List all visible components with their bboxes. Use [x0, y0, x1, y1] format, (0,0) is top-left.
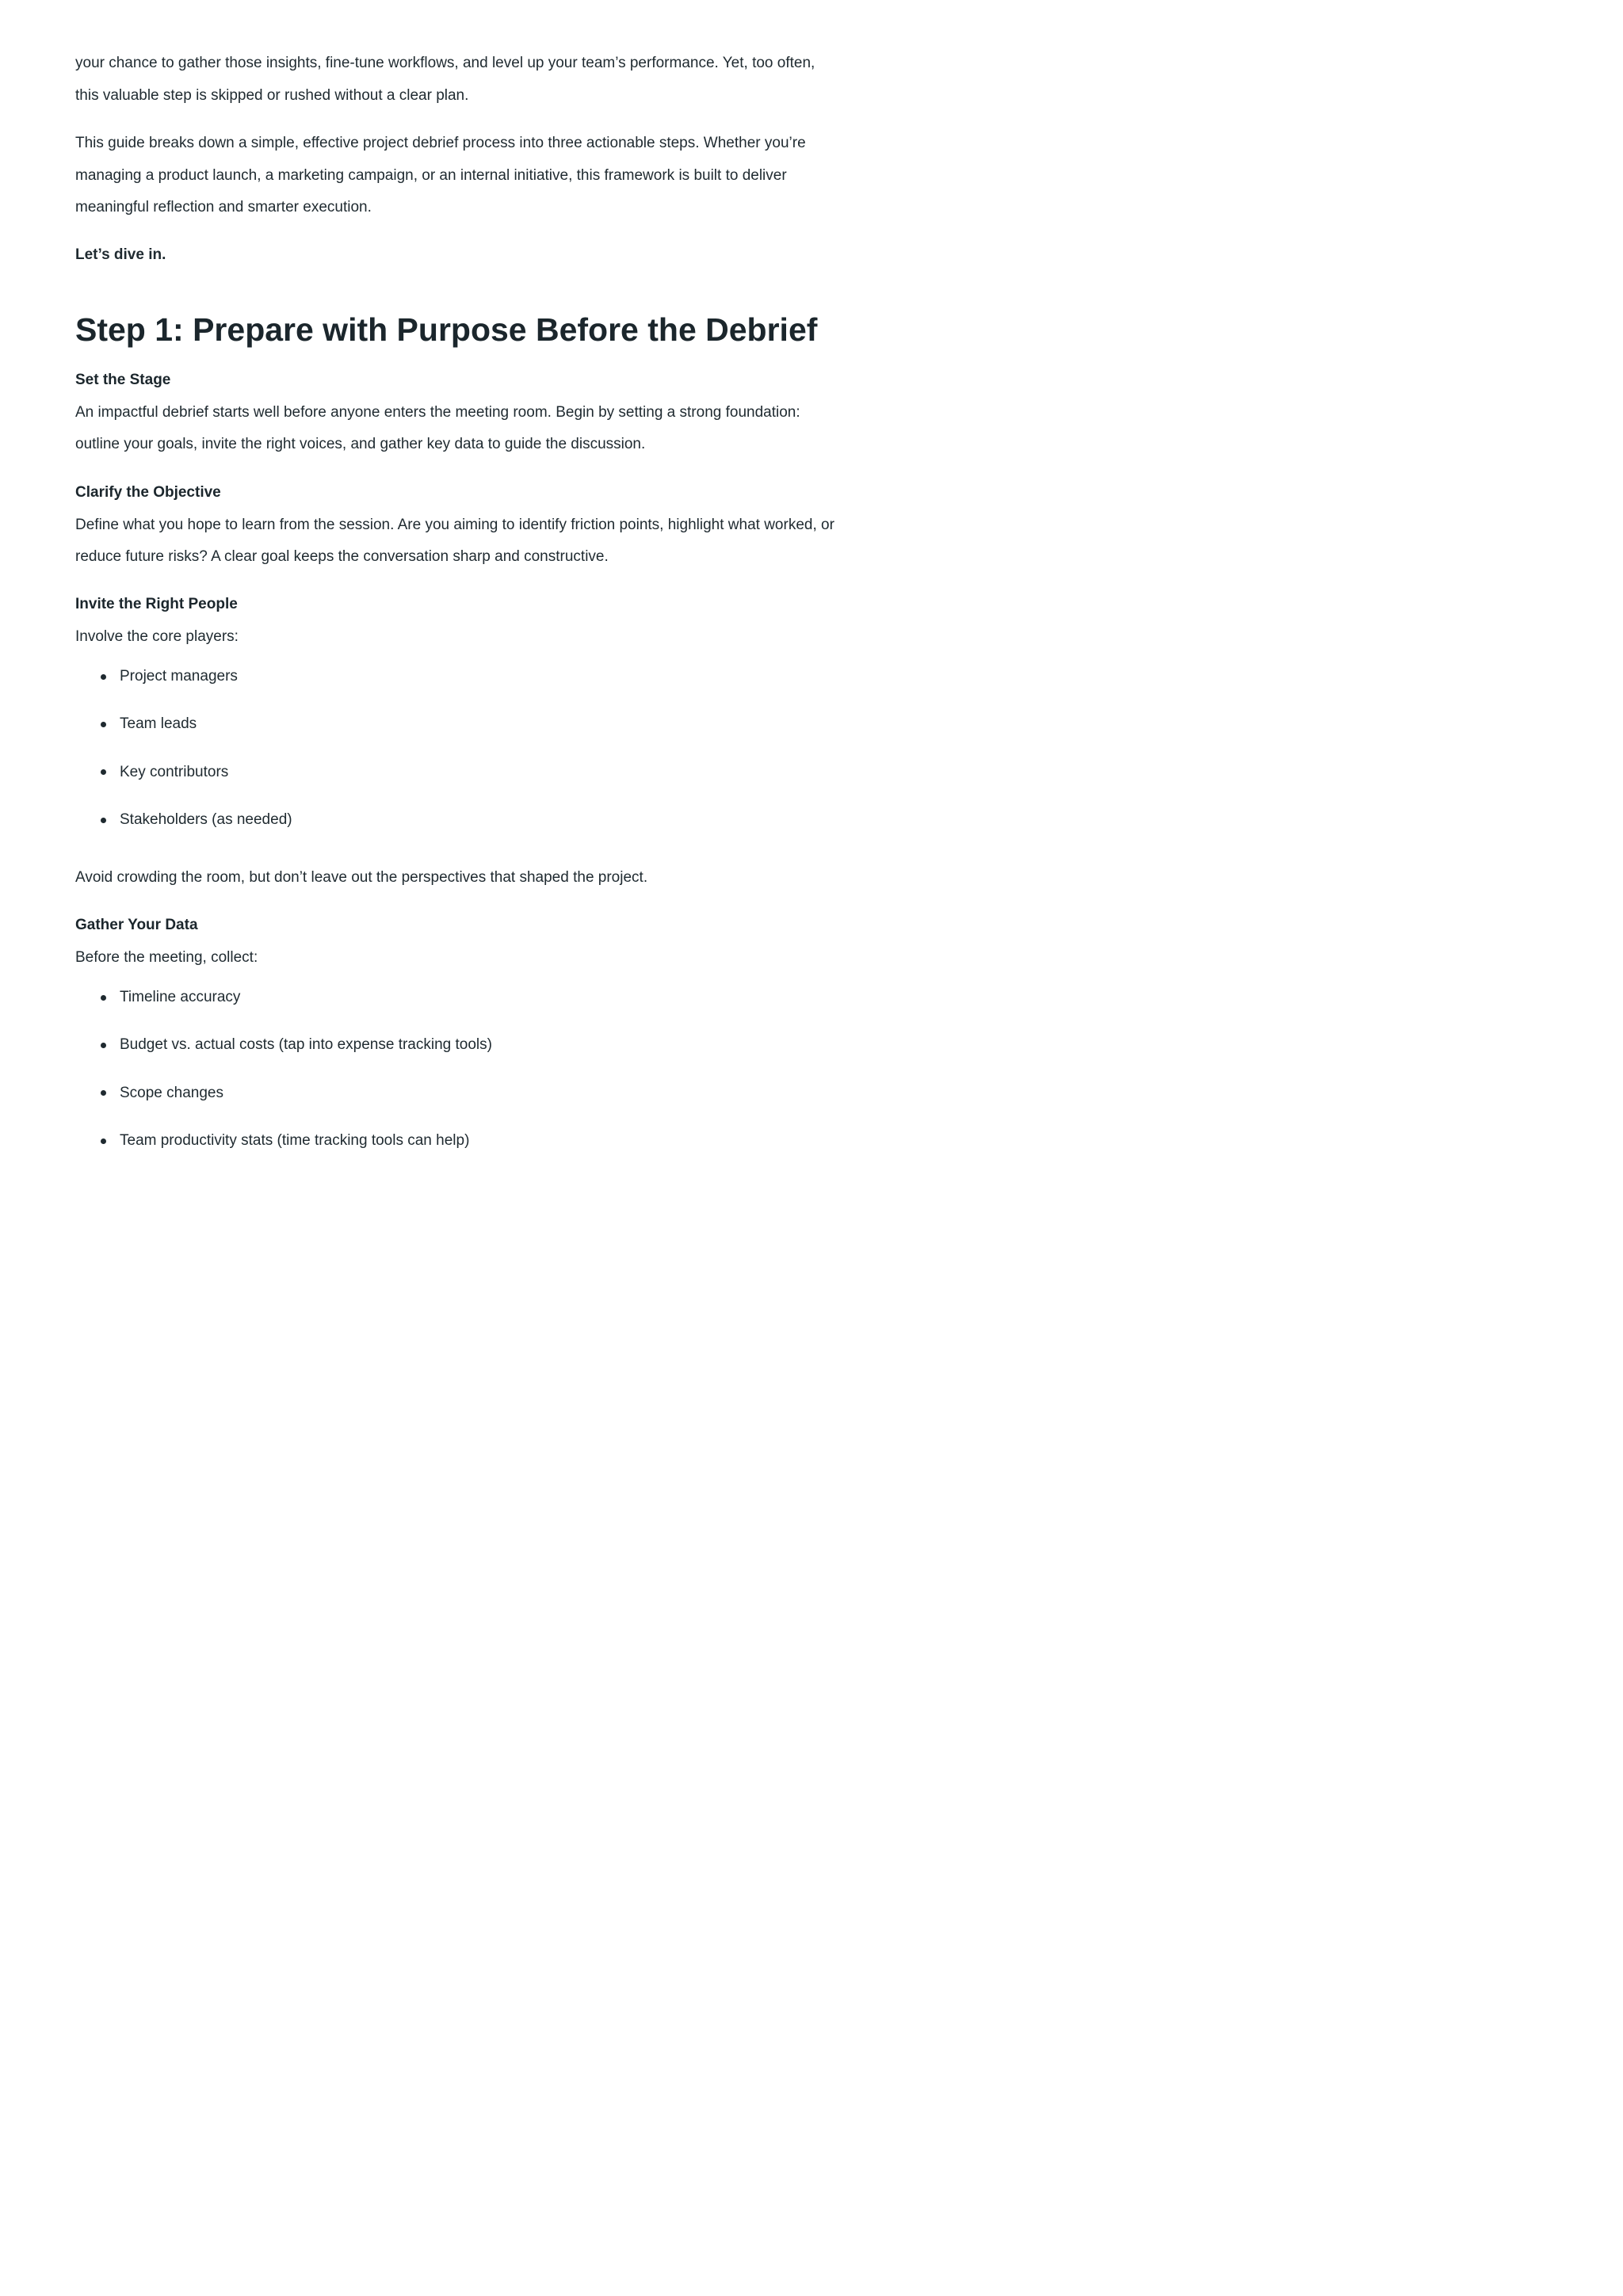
bullet-icon	[101, 674, 106, 680]
bullet-icon	[101, 1138, 106, 1144]
list-item: Timeline accuracy	[75, 974, 836, 1021]
invite-section	[75, 589, 836, 845]
invite-list	[75, 653, 836, 845]
list-item: Stakeholders (as needed)	[75, 796, 836, 844]
intro-paragraph-top: your chance to gather those insights, fine-tune workflows, and level up your team’s performance. Yet, too often, this valuable step is skipped or rushed without a clear plan.	[75, 55, 815, 104]
gather-section	[75, 910, 836, 1165]
invite-after-text: Avoid crowding the room, but don’t leave out the perspectives that shaped the project.	[75, 869, 648, 886]
list-item: Team leads	[75, 700, 836, 748]
set-stage-section	[75, 364, 836, 461]
step1-heading: Step 1: Prepare with Purpose Before the Debrief	[75, 311, 818, 348]
bullet-icon	[101, 1043, 106, 1048]
gather-list	[75, 974, 836, 1165]
bullet-icon	[101, 995, 106, 1001]
bullet-icon	[101, 1090, 106, 1096]
bullet-icon	[101, 722, 106, 727]
dive-in-text: Let’s dive in.	[75, 246, 166, 263]
set-stage-title: Set the Stage	[75, 372, 171, 388]
list-item: Budget vs. actual costs (tap into expense tracking tools)	[75, 1021, 836, 1069]
list-item: Scope changes	[75, 1070, 836, 1117]
invite-title: Invite the Right People	[75, 596, 238, 612]
clarify-body: Define what you hope to learn from the session. Are you aiming to identify friction points, highlight what worked, or reduce future risks? A clear goal keeps the conversation sharp and constructive.	[75, 516, 834, 565]
gather-lead: Before the meeting, collect:	[75, 948, 258, 966]
list-item: Project managers	[75, 653, 836, 700]
bullet-icon	[101, 769, 106, 775]
clarify-title: Clarify the Objective	[75, 484, 221, 501]
invite-lead: Involve the core players:	[75, 627, 239, 645]
list-item: Key contributors	[75, 749, 836, 796]
clarify-section	[75, 477, 836, 574]
bullet-icon	[101, 818, 106, 823]
list-item: Team productivity stats (time tracking tools can help)	[75, 1117, 836, 1165]
set-stage-body: An impactful debrief starts well before anyone enters the meeting room. Begin by setting a strong foundation: outline your goals, invite the right voices, and gather key data to guide the discussion.	[75, 403, 800, 452]
intro-paragraph-guide: This guide breaks down a simple, effective project debrief process into three actionable steps. Whether you’re managing a product launch, a marketing campaign, or an internal initiative, this framework is built to deliver meaningful reflection and smarter execution.	[75, 135, 806, 215]
gather-title: Gather Your Data	[75, 917, 198, 933]
